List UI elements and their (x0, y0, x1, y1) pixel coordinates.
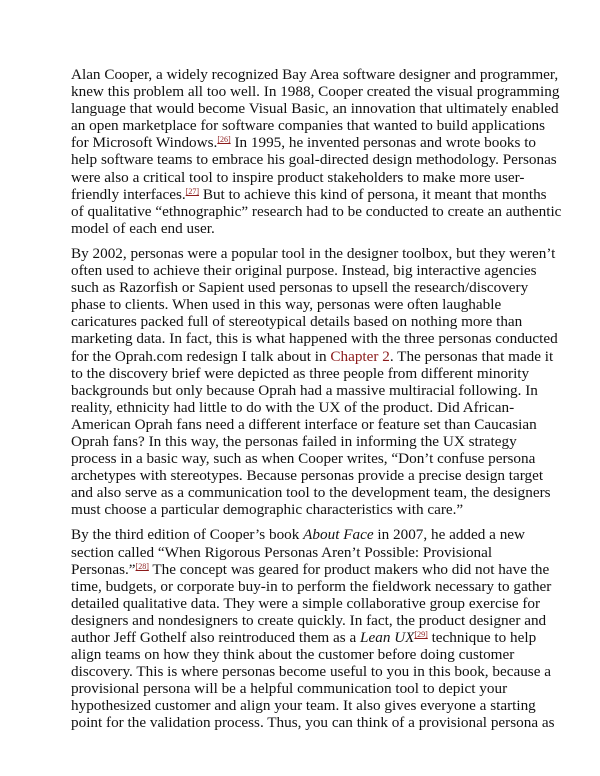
footnote-ref-29[interactable] (414, 630, 427, 639)
text-line: must choose a particular demographic characteristics with care.” (71, 501, 464, 519)
text-run: In 1995, he invented personas and wrote books to (230, 134, 537, 152)
text-line: hypothesized customer and align your team. It also gives everyone a starting (71, 697, 536, 715)
footnote-link[interactable]: [26] (217, 135, 231, 145)
book-title-about-face: About Face (303, 526, 374, 544)
text-line: model of each end user. (71, 219, 215, 237)
footnote-link[interactable]: [27] (185, 186, 200, 196)
term-lean-ux: Lean UX (360, 629, 415, 646)
text-line: backgrounds but only because Oprah had a massive multiracial following. In (71, 381, 538, 399)
paragraph-personas-2002 (71, 244, 558, 519)
text-line: Alan Cooper, a widely recognized Bay Area software designer and programmer, (71, 66, 559, 83)
text-line: often used to achieve their original purpose. Instead, big interactive agencies (71, 262, 537, 280)
text-line: section called “When Rigorous Personas Aren’t Possible: Provisional (71, 543, 493, 561)
text-line: time, budgets, or corporate buy-in to perform the fieldwork necessary to gather (71, 577, 552, 595)
text-line: language that would become Visual Basic, an innovation that ultimately enabled (71, 100, 559, 118)
text-line: discovery. This is where personas become useful to you in this book, because a (71, 663, 551, 681)
text-line: Oprah fans? In this way, the personas failed in informing the UX strategy (71, 432, 517, 450)
text-run: for Microsoft Windows. (71, 134, 218, 152)
text-line: process in a basic way, such as when Cooper writes, “Don’t confuse persona (71, 450, 536, 468)
text-line: to the discovery brief were depicted as three people from different minority (71, 364, 530, 382)
text-run: in 2007, he added a new (373, 526, 526, 544)
text-line: point for the validation process. Thus, you can think of a provisional persona as (71, 714, 555, 732)
text-line (71, 185, 547, 203)
text-line (71, 526, 531, 543)
text-line: such as Razorfish or Sapient used personas to upsell the research/discovery (71, 279, 529, 297)
text-run: But to achieve this kind of persona, it meant that months (199, 185, 547, 203)
footnote-ref-26[interactable] (217, 135, 230, 144)
paragraph-cooper-history (71, 66, 562, 237)
text-run: . The personas that made it (389, 347, 554, 365)
text-line: align teams on how they think about the customer before doing customer (71, 646, 515, 664)
text-line (71, 134, 537, 152)
text-line: By 2002, personas were a popular tool in the designer toolbox, but they weren’t (71, 244, 556, 262)
text-line: provisional persona will be a helpful communication tool to depict your (71, 680, 508, 698)
text-run: The concept was geared for product makers who did not have the (148, 560, 550, 578)
paragraph-provisional-personas (71, 526, 555, 732)
text-line: were also a critical tool to inspire product stakeholders to make more user- (71, 168, 525, 186)
text-line: archetypes with stereotypes. Because personas provide a precise design target (71, 467, 544, 485)
page-body (71, 66, 562, 732)
text-line: caricatures packed full of stereotypical details based on nothing more than (71, 313, 523, 331)
text-line: marketing data. In fact, this is what happened with the three personas conducted (71, 330, 558, 348)
text-line (71, 560, 550, 578)
text-line: American Oprah fans need a different interface or feature set than Caucasian (71, 415, 537, 433)
text-line: reality, ethnicity had little to do with the UX of the product. Did African- (71, 398, 515, 416)
chapter-2-link[interactable]: Chapter 2 (330, 347, 390, 365)
text-line: and also serve as a communication tool to the development team, the designers (71, 484, 551, 502)
text-run: friendly interfaces. (71, 185, 186, 203)
text-line: phase to clients. When used in this way, personas were often laughable (71, 296, 502, 314)
text-line: help software teams to embrace his goal-directed design methodology. Personas (71, 151, 557, 169)
text-line: designers and nondesigners to create quickly. In fact, the product designer and (71, 611, 547, 629)
text-line: detailed qualitative data. They were a simple collaborative group exercise for (71, 594, 541, 612)
footnote-link[interactable]: [28] (135, 561, 149, 571)
text-run: author Jeff Gothelf also reintroduced them as a (71, 629, 361, 646)
footnote-ref-27[interactable] (186, 187, 199, 196)
text-line: knew this problem all too well. In 1988, Cooper created the visual programming (71, 83, 560, 101)
text-run: for the Oprah.com redesign I talk about in (71, 347, 331, 365)
text-line (71, 629, 537, 646)
text-line: an open marketplace for software companies that wanted to build applications (71, 117, 546, 135)
text-run: By the third edition of Cooper’s book (71, 526, 304, 544)
text-line (71, 347, 554, 365)
text-line: of qualitative “ethnographic” research had to be conducted to create an authentic (71, 202, 562, 220)
text-run: technique to help (427, 629, 537, 646)
footnote-ref-28[interactable] (136, 562, 149, 571)
text-run: Personas.” (71, 560, 136, 578)
footnote-link[interactable]: [29] (414, 630, 428, 639)
